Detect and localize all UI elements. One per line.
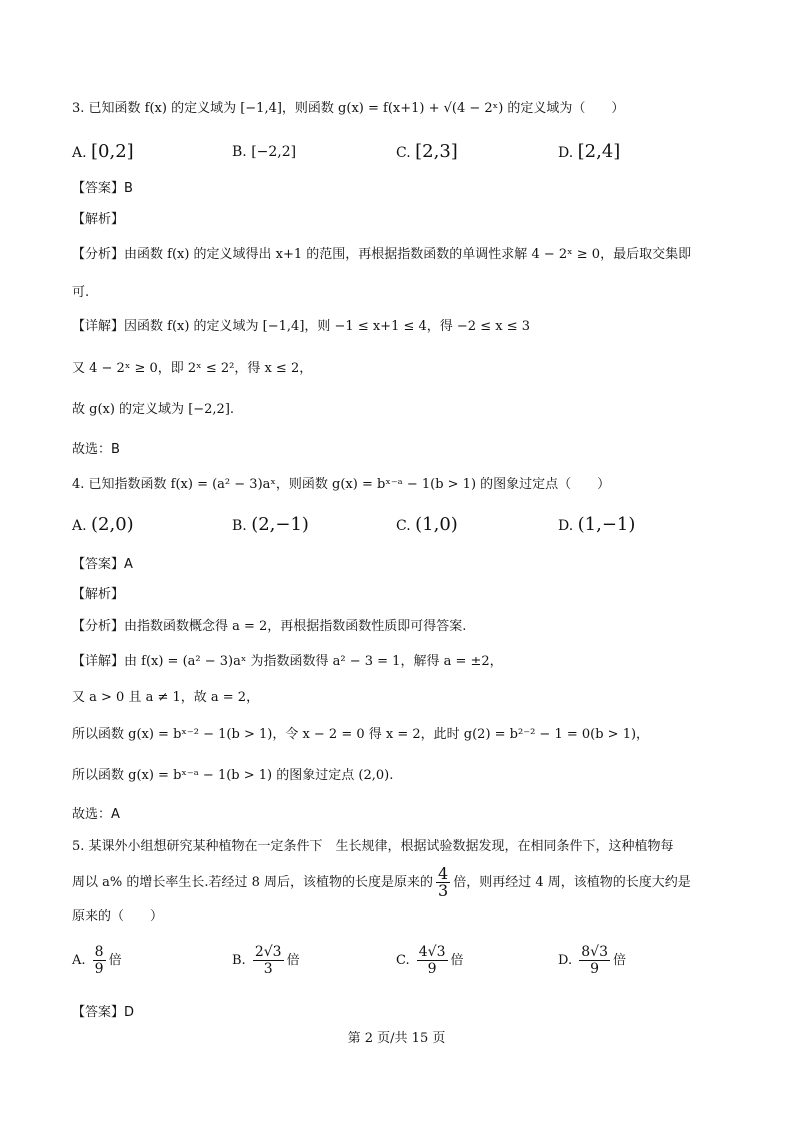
q3-stem: 3. 已知函数 f(x) 的定义域为 [−1,4]，则函数 g(x) = f(x+1) + √(4 − 2ˣ) 的定义域为（ ） bbox=[72, 101, 625, 116]
q4-xiangjie: 【详解】由 f(x) = (a² − 3)aˣ 为指数函数得 a² − 3 = 1，解得 a = ±2， bbox=[72, 654, 503, 669]
q3-choice: 故选：B bbox=[72, 442, 120, 457]
q3-option-b: B. [−2,2] bbox=[232, 144, 297, 160]
q5-stem-line-2 bbox=[72, 866, 733, 899]
q4-step-2: 又 a > 0 且 a ≠ 1，故 a = 2， bbox=[72, 690, 260, 705]
q3-analysis-heading: 【解析】 bbox=[72, 212, 125, 227]
q5-option-b: B. $\frac{2√3}{3}$ 倍 bbox=[232, 944, 300, 977]
q3-option-a: A. [0,2] bbox=[72, 141, 134, 162]
q4-option-b: B. (2,−1) bbox=[232, 514, 309, 535]
q3-xiangjie: 【详解】因函数 f(x) 的定义域为 [−1,4]，则 −1 ≤ x+1 ≤ 4，得 −2 ≤ x ≤ 3 bbox=[72, 319, 530, 334]
q4-fenxi: 【分析】由指数函数概念得 a = 2，再根据指数函数性质即可得答案. bbox=[72, 619, 467, 634]
q5-stem-line-3: 原来的（ ） bbox=[72, 909, 164, 924]
q4-stem: 4. 已知指数函数 f(x) = (a² − 3)aˣ，则函数 g(x) = bˣ⁻ᵃ − 1(b > 1) 的图象过定点（ ） bbox=[72, 477, 611, 492]
page-footer: 第 2 页/共 15 页 bbox=[347, 1031, 446, 1046]
q3-option-d: D. [2,4] bbox=[558, 141, 621, 162]
q4-option-a: A. (2,0) bbox=[72, 514, 134, 535]
q5-stem-fraction: $\frac{4}{3}$ bbox=[438, 864, 449, 900]
q3-option-c: C. [2,3] bbox=[396, 141, 458, 162]
q3-fenxi-continued: 可. bbox=[72, 285, 90, 300]
q3-fenxi: 【分析】由函数 f(x) 的定义域得出 x+1 的范围，再根据指数函数的单调性求解 4 − 2ˣ ≥ 0，最后取交集即 bbox=[72, 247, 692, 262]
q4-step-3: 所以函数 g(x) = bˣ⁻² − 1(b > 1)，令 x − 2 = 0 得 x = 2，此时 g(2) = b²⁻² − 1 = 0(b > 1)， bbox=[72, 727, 650, 742]
q4-option-c: C. (1,0) bbox=[396, 514, 458, 535]
q4-analysis-heading: 【解析】 bbox=[72, 587, 125, 602]
q4-step-4: 所以函数 g(x) = bˣ⁻ᵃ − 1(b > 1) 的图象过定点 (2,0). bbox=[72, 768, 394, 783]
q5-stem-line-2a: 周以 a% 的增长率生长.若经过 8 周后，该植物的长度是原来的 bbox=[72, 875, 434, 890]
q5-stem-line-2b: 倍，则再经过 4 周，该植物的长度大约是 bbox=[453, 875, 691, 890]
q5-option-a-fraction: $\frac{8}{9}$ bbox=[94, 944, 104, 977]
q4-choice: 故选：A bbox=[72, 807, 120, 822]
q5-option-b-fraction: $\frac{2√3}{3}$ bbox=[254, 944, 282, 977]
q5-option-a: A. $\frac{8}{9}$ 倍 bbox=[72, 944, 122, 977]
q5-option-d: D. $\frac{8√3}{9}$ 倍 bbox=[558, 944, 626, 977]
q4-answer: 【答案】A bbox=[72, 557, 133, 572]
q5-stem-line-1: 5. 某课外小组想研究某种植物在一定条件下 生长规律，根据试验数据发现，在相同条件下，这种植物每 bbox=[72, 839, 674, 854]
q3-step-3: 故 g(x) 的定义域为 [−2,2]. bbox=[72, 402, 235, 417]
q5-option-c: C. $\frac{4√3}{9}$ 倍 bbox=[396, 944, 464, 977]
q5-option-c-fraction: $\frac{4√3}{9}$ bbox=[418, 944, 446, 977]
q4-option-d: D. (1,−1) bbox=[558, 514, 636, 535]
q5-answer: 【答案】D bbox=[72, 1005, 135, 1020]
q5-option-d-fraction: $\frac{8√3}{9}$ bbox=[581, 944, 608, 977]
q3-step-2: 又 4 − 2ˣ ≥ 0，即 2ˣ ≤ 2²，得 x ≤ 2， bbox=[72, 361, 313, 376]
q3-answer: 【答案】B bbox=[72, 181, 133, 196]
